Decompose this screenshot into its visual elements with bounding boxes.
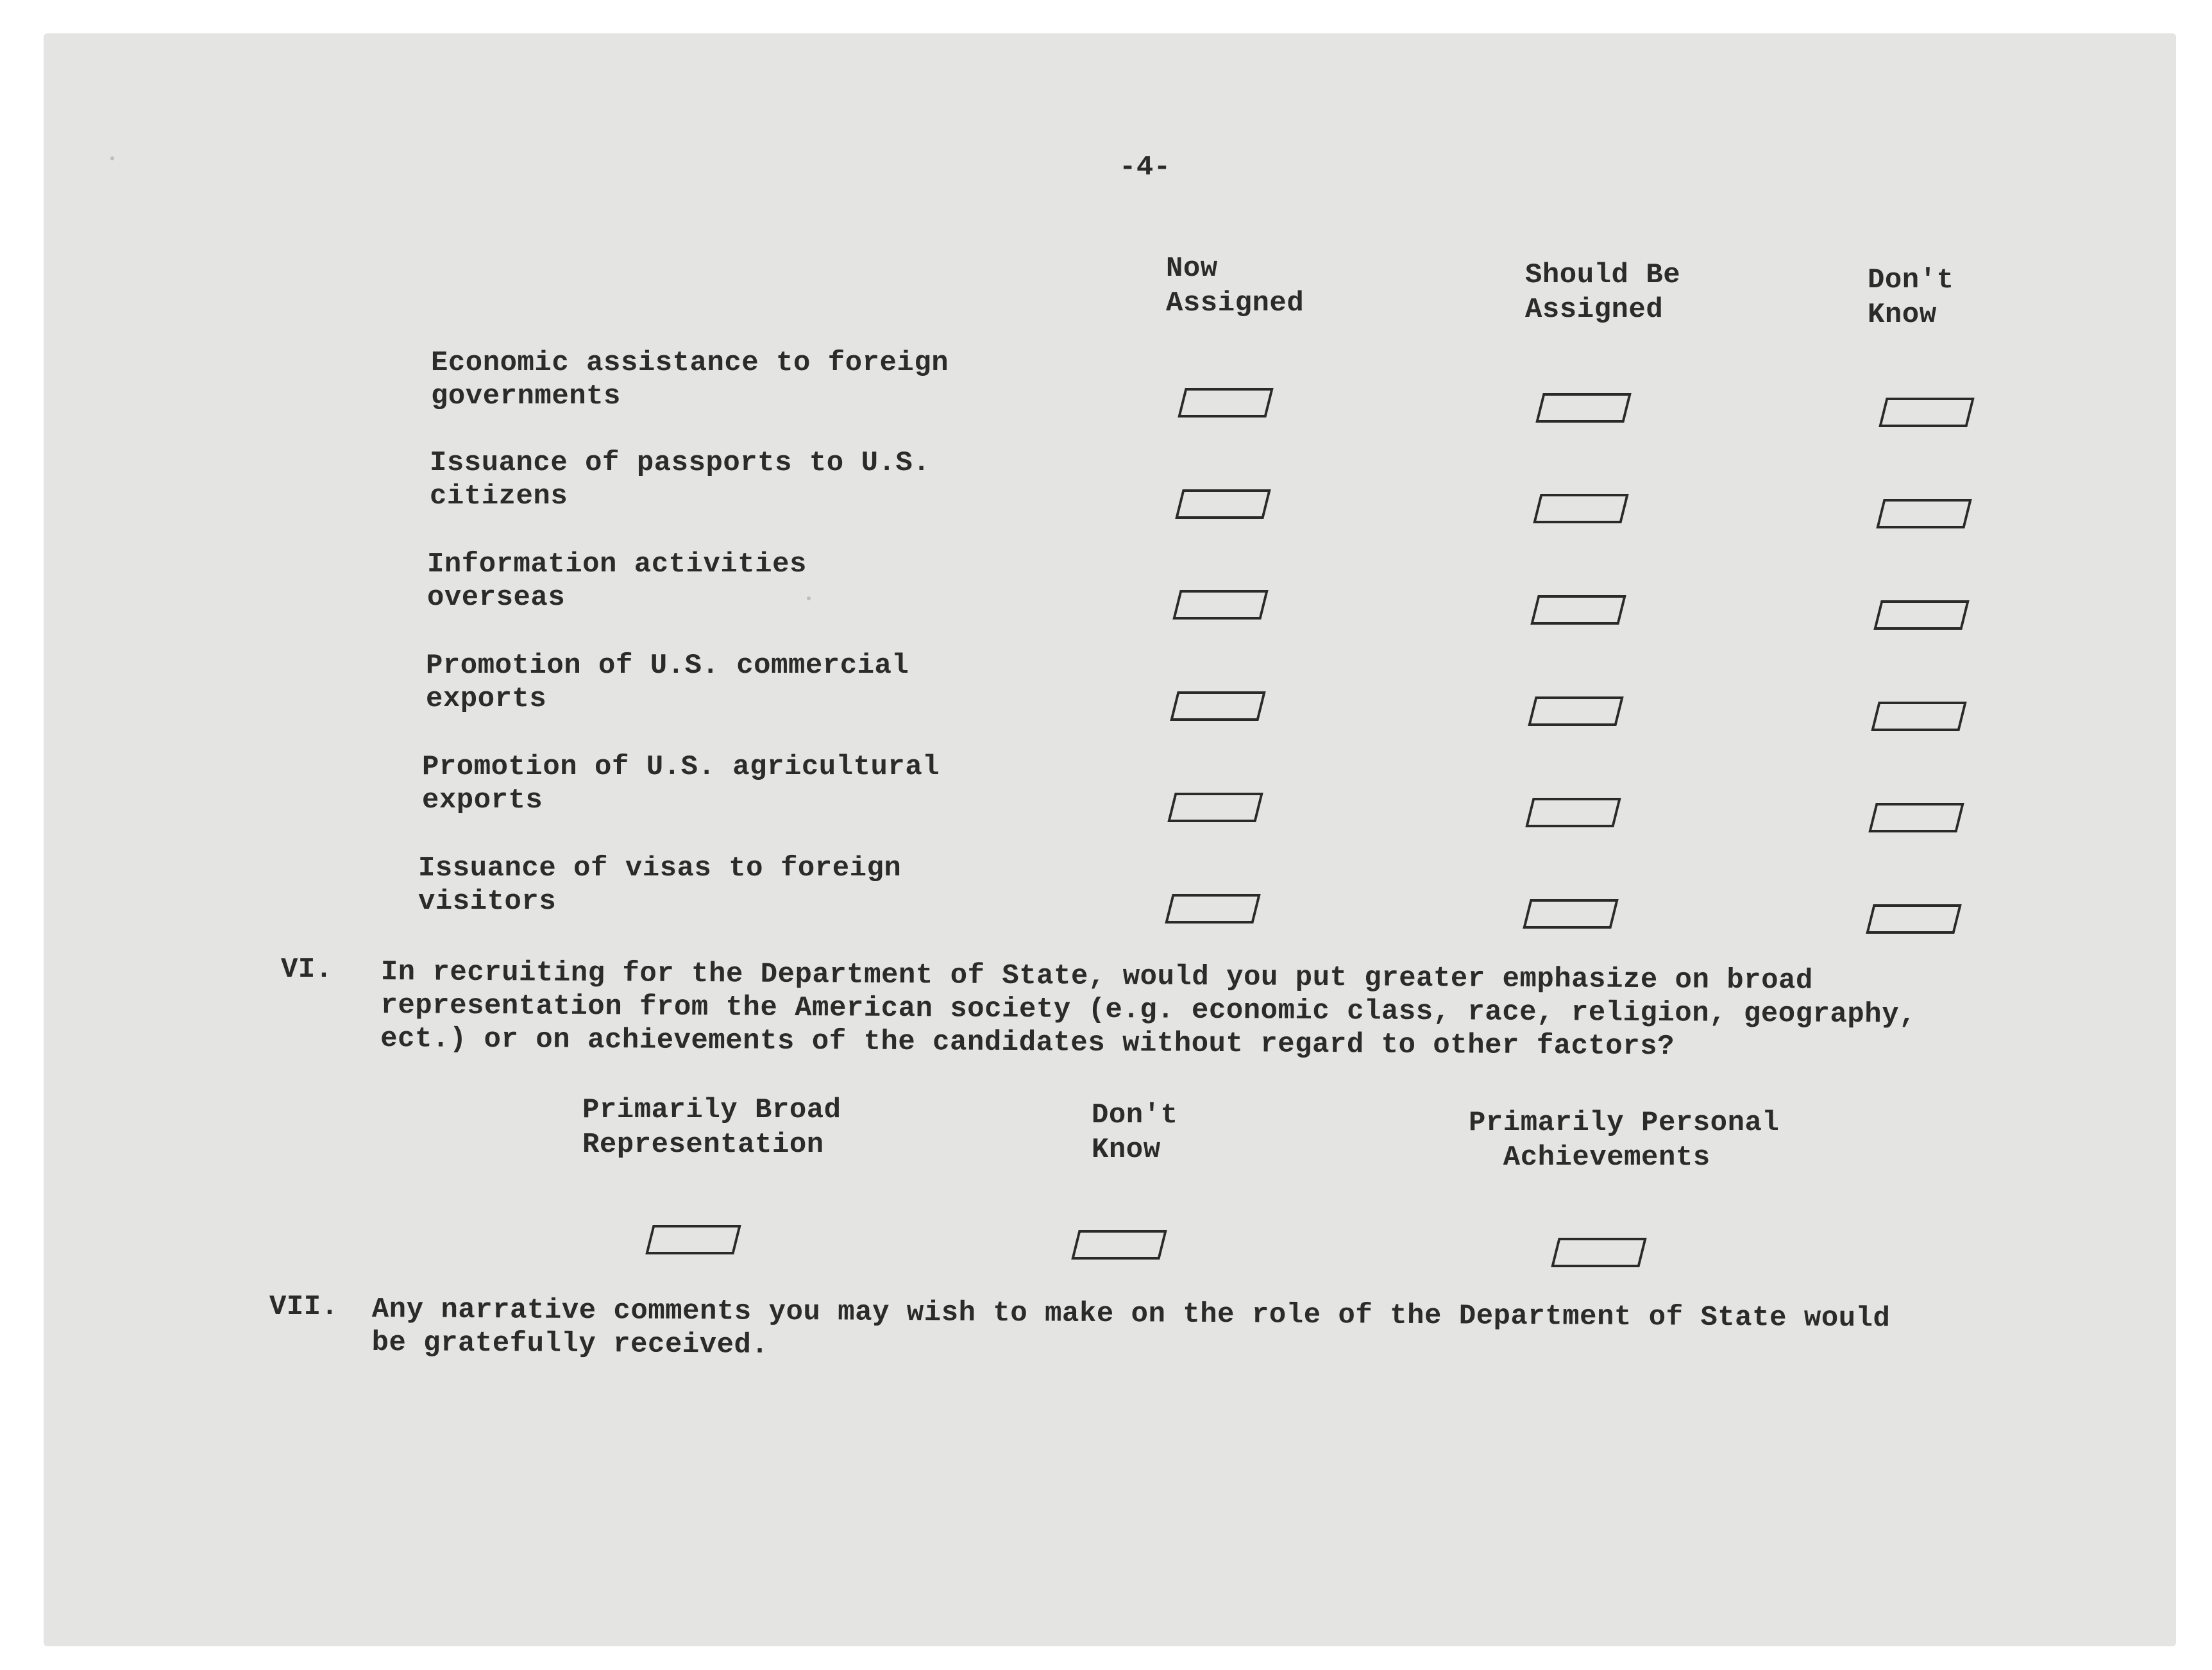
checkbox-passports-should-be-assigned[interactable]: [1533, 494, 1628, 523]
checkbox-visas-dont-know[interactable]: [1866, 904, 1961, 934]
checkbox-broad-representation[interactable]: [645, 1225, 741, 1254]
checkbox-information-should-be-assigned[interactable]: [1530, 595, 1626, 625]
row-label-information-activities: Information activities overseas: [427, 548, 807, 614]
question-vii-number: VII.: [269, 1291, 339, 1323]
checkbox-economic-now-assigned[interactable]: [1178, 388, 1273, 418]
page-number: -4-: [1119, 151, 1171, 183]
question-vii-text: Any narrative comments you may wish to make on the role of the Department of State would be gratefully received.: [371, 1294, 1891, 1362]
row-label-visas: Issuance of visas to foreign visitors: [418, 852, 902, 918]
checkbox-commercial-now-assigned[interactable]: [1170, 691, 1265, 721]
checkbox-passports-dont-know[interactable]: [1876, 499, 1971, 528]
row-label-economic-assistance: Economic assistance to foreign governments: [431, 347, 949, 412]
option-label-personal-achievements: Primarily Personal Achievements: [1469, 1107, 1780, 1174]
checkbox-information-now-assigned[interactable]: [1172, 590, 1268, 620]
row-label-commercial-exports: Promotion of U.S. commercial exports: [426, 650, 909, 715]
checkbox-agricultural-now-assigned[interactable]: [1167, 793, 1263, 822]
checkbox-personal-achievements[interactable]: [1551, 1238, 1646, 1267]
checkbox-passports-now-assigned[interactable]: [1175, 489, 1271, 519]
checkbox-commercial-should-be-assigned[interactable]: [1528, 696, 1623, 726]
question-vi-number: VI.: [281, 954, 333, 986]
checkbox-visas-now-assigned[interactable]: [1165, 894, 1260, 924]
checkbox-visas-should-be-assigned[interactable]: [1523, 899, 1618, 929]
document-page: [44, 33, 2176, 1646]
option-label-dont-know: Don't Know: [1092, 1099, 1178, 1166]
column-header-should-be-assigned: Should Be Assigned: [1525, 259, 1681, 326]
checkbox-economic-dont-know[interactable]: [1879, 398, 1974, 427]
checkbox-information-dont-know[interactable]: [1873, 600, 1969, 630]
paper-speck: [110, 156, 114, 160]
column-header-dont-know: Don't Know: [1868, 264, 1954, 331]
checkbox-agricultural-should-be-assigned[interactable]: [1525, 798, 1621, 827]
checkbox-agricultural-dont-know[interactable]: [1868, 803, 1964, 832]
row-label-agricultural-exports: Promotion of U.S. agricultural exports: [422, 751, 940, 816]
checkbox-commercial-dont-know[interactable]: [1871, 702, 1966, 731]
checkbox-vi-dont-know[interactable]: [1071, 1230, 1167, 1260]
paper-speck: [807, 596, 811, 600]
checkbox-economic-should-be-assigned[interactable]: [1535, 393, 1631, 423]
option-label-broad-representation: Primarily Broad Representation: [582, 1094, 841, 1161]
column-header-now-assigned: Now Assigned: [1166, 253, 1304, 319]
question-vi-text: In recruiting for the Department of State, would you put greater emphasize on broad representation from the American society (e.g. economic class, race, religion, geography, ect.) or on achievements of the candidates without regard to other factors?: [380, 956, 1917, 1063]
row-label-passports: Issuance of passports to U.S. citizens: [430, 447, 931, 512]
